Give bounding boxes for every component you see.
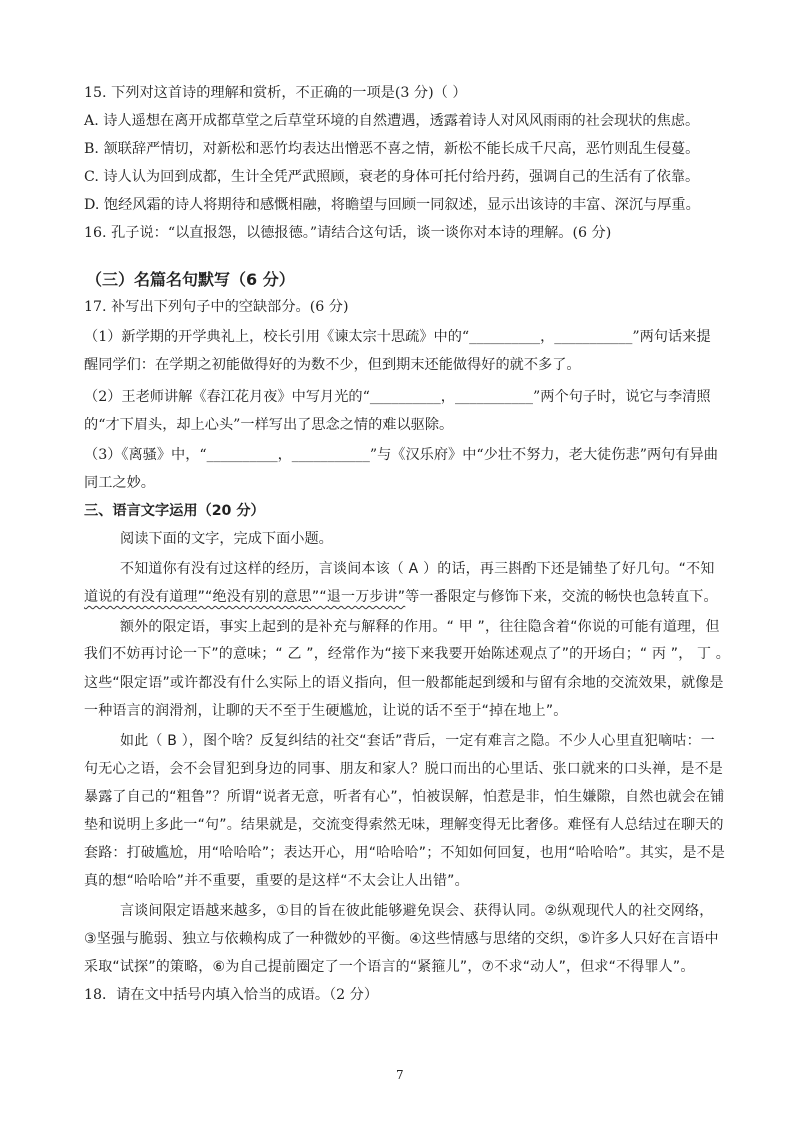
passage-p4-line3: 采取“试探”的策略，⑥为自己提前圈定了一个语言的“紧箍儿”，⑦不求“动人”，但求“不得罪人”。: [84, 959, 695, 975]
reading-intro: 阅读下面的文字，完成下面小题。: [120, 531, 333, 547]
part3-title: 三、语言文字运用（20 分）: [84, 503, 265, 519]
page-number: 7: [396, 1068, 404, 1082]
q17-line-6: 同工之妙。: [84, 475, 155, 491]
passage-p2-line3: 这些“限定语”或许都没有什么实际上的语义指向，但一般都能起到缓和与留有余地的交流效果，就像是: [84, 675, 724, 691]
passage-p1-line2: [84, 590, 718, 604]
q15-stem: 15. 下列对这首诗的理解和赏析，不正确的一项是(3 分)（ ）: [84, 85, 467, 101]
q15-option-c: C. 诗人认为回到成都，生计全凭严武照顾，衰老的身体可托付给丹药，强调自己的生活有了依靠。: [84, 169, 700, 185]
section3-title: （三）名篇名句默写（6 分）: [86, 270, 295, 289]
passage-p2-line4: 一种语言的润滑剂，让聊的天不至于生硬尴尬，让说的话不至于“掉在地上”。: [84, 703, 568, 719]
passage-p1-line1: 不知道你有没有过这样的经历，言谈间本该（ A ）的话，再三斟酌下还是铺垫了好几句。“不知: [120, 561, 715, 577]
passage-p3-line3: 暴露了自己的“粗鲁”？所谓“说者无意，听者有心”，怕被误解，怕惹是非，怕生嫌隙，自然也就会在铺: [84, 789, 725, 805]
q17-line-3: （2）王老师讲解《春江花月夜》中写月光的“__________，___________”两个句子时，说它与李清照: [84, 389, 711, 405]
q18-stem: 18．请在文中括号内填入恰当的成语。（2 分）: [84, 987, 379, 1003]
q15-option-d: D. 饱经风霜的诗人将期待和感慨相融，将瞻望与回顾一同叙述，显示出该诗的丰富、深沉与厚重。: [84, 197, 700, 213]
passage-p3-line1: 如此（ B ），图个啥？反复纠结的社交“套话”背后，一定有难言之隐。不少人心里直犯嘀咕：一: [120, 733, 716, 749]
q16-stem: 16. 孔子说：“以直报怨，以德报德。”请结合这句话，谈一谈你对本诗的理解。(6 分): [84, 225, 612, 241]
q15-option-b: B. 颔联辞严情切，对新松和恶竹均表达出憎恶不喜之情，新松不能长成千尺高，恶竹则乱生侵蔓。: [84, 141, 700, 157]
passage-p4-line1: 言谈间限定语越来越多，①目的旨在彼此能够避免误会、获得认同。②纵观现代人的社交网络，: [120, 903, 714, 919]
q17-line-5: （3）《离骚》中，“__________，___________”与《汉乐府》中“少壮不努力，老大徒伤悲”两句有异曲: [84, 447, 718, 463]
q17-line-1: （1）新学期的开学典礼上，校长引用《谏太宗十思疏》中的“__________，___________”两句话来提: [84, 329, 711, 345]
passage-p4-line2: ③坚强与脆弱、独立与依赖构成了一种微妙的平衡。④这些情感与思绪的交织，⑤许多人只好在言语中: [84, 931, 719, 947]
q17-line-2: 醒同学们：在学期之初能做得好的为数不少，但到期末还能做得好的就不多了。: [84, 357, 581, 373]
passage-p2-line2: 我们不妨再讨论一下”的意味；“ 乙 ”，经常作为“接下来我要开始陈述观点了”的开场白；“ 丙 ”， 丁 。: [84, 646, 730, 662]
passage-wavy-phrase: 道说的有没有道理”“绝没有别的意思”“退一万步讲”: [84, 589, 406, 605]
passage-p3-line5: 套路：打破尴尬，用“哈哈哈”；表达开心，用“哈哈哈”；不知如何回复，也用“哈哈哈”。其实，是不是: [84, 845, 726, 861]
passage-p1-line2-rest: 等一番限定与修饰下来，交流的畅快也急转直下。: [405, 589, 718, 605]
q17-stem: 17. 补写出下列句子中的空缺部分。(6 分): [84, 299, 349, 315]
passage-p3-line2: 句无心之语，会不会冒犯到身边的同事、朋友和家人？脱口而出的心里话、张口就来的口头禅，是不是: [84, 761, 723, 777]
passage-p3-line6: 真的想“哈哈哈”并不重要，重要的是这样“不太会让人出错”。: [84, 873, 469, 889]
passage-p3-line4: 垫和说明上多此一“句”。结果就是，交流变得索然无味，理解变得无比奢侈。难怪有人总结过在聊天的: [84, 817, 724, 833]
q15-option-a: A. 诗人遥想在离开成都草堂之后草堂环境的自然遭遇，透露着诗人对风风雨雨的社会现状的焦虑。: [84, 113, 700, 129]
passage-p2-line1: 额外的限定语，事实上起到的是补充与解释的作用。“ 甲 ”，往往隐含着“你说的可能有道理，但: [120, 619, 720, 635]
q17-line-4: 的“才下眉头，却上心头”一样写出了思念之情的难以驱除。: [84, 417, 454, 433]
